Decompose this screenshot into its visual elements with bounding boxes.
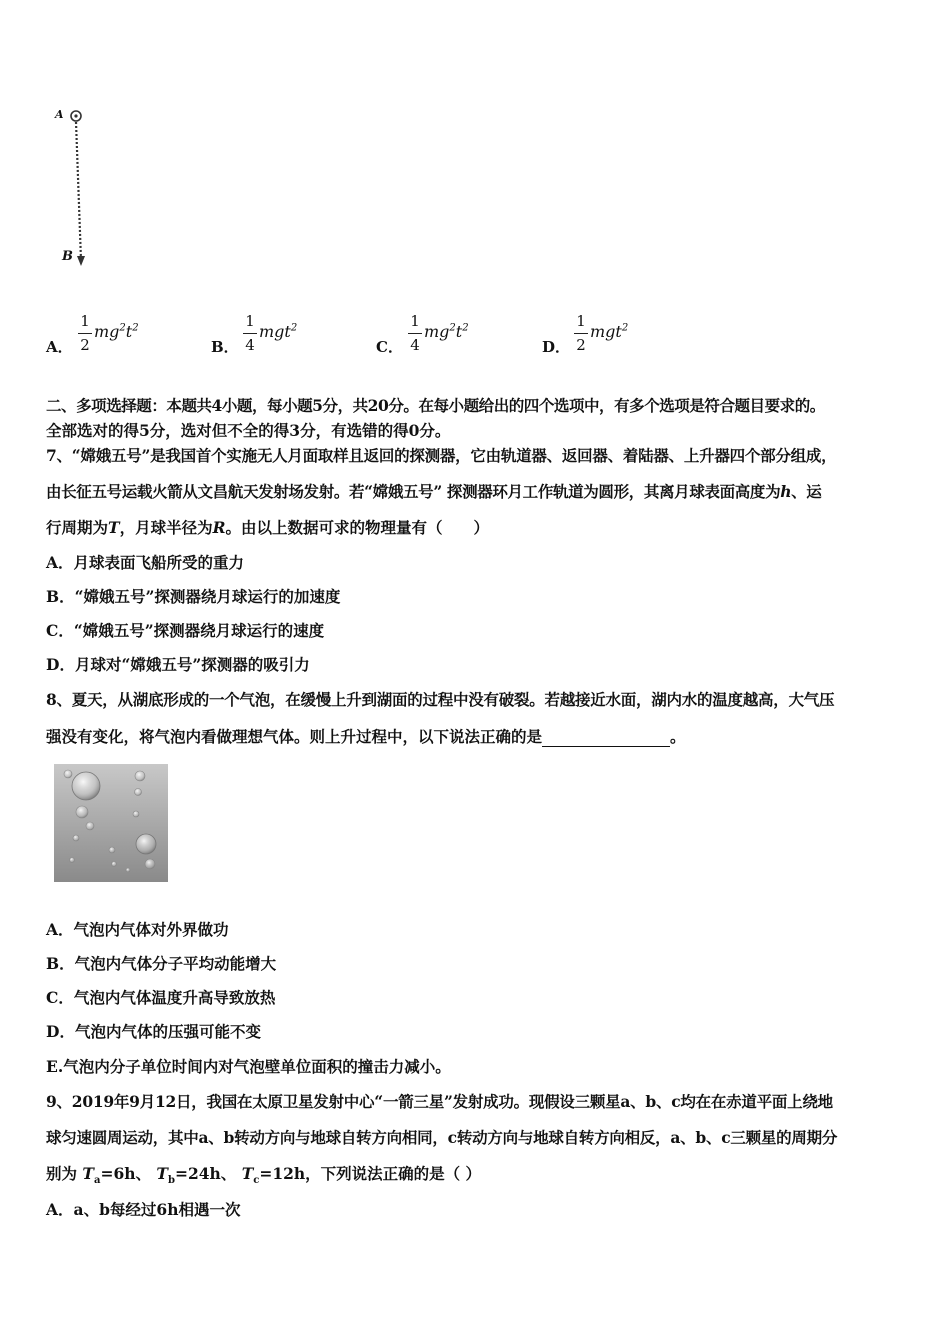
- fraction-denominator: 2: [576, 336, 586, 354]
- figure-ab: [50, 104, 100, 274]
- q8-option-e[interactable]: E.气泡内分子单位时间内对气泡壁单位面积的撞击力减小。: [46, 1057, 451, 1076]
- q8-option-b[interactable]: B．气泡内气体分子平均动能增大: [46, 954, 277, 973]
- bubble: [109, 847, 115, 853]
- point-a-dot: [74, 114, 77, 117]
- bubble: [126, 868, 130, 872]
- bubbles-svg: [54, 764, 168, 882]
- formula: $mg^2t^2$: [94, 322, 139, 341]
- section2-line2: 全部选对的得5分，选对但不全的得3分，有选错的得0分。: [46, 421, 451, 440]
- fraction-bar: [78, 333, 92, 334]
- fraction-numerator: 1: [576, 312, 586, 330]
- fraction-denominator: 4: [410, 336, 420, 354]
- bubble: [70, 858, 75, 863]
- formula: mgt$^2$: [590, 322, 629, 341]
- dotted-path: [76, 122, 81, 260]
- bubble: [145, 859, 155, 869]
- q7-stem-line2: 由长征五号运载火箭从文昌航天发射场发射。若“嫦娥五号” 探测器环月工作轨道为圆形，其离月球表面高度为h、运: [46, 482, 822, 501]
- fraction-numerator: 1: [410, 312, 420, 330]
- q7-option-b[interactable]: B．“嫦娥五号”探测器绕月球运行的加速度: [46, 587, 341, 606]
- figure-ab-svg: [50, 104, 100, 274]
- q8-option-a[interactable]: A．气泡内气体对外界做功: [46, 920, 229, 939]
- option-letter: B．: [211, 338, 239, 356]
- bubble: [135, 789, 142, 796]
- q9-stem-line3: 别为 $T_a=6h$、 $T_b=24h$、 $T_c=12h$，下列说法正确的是（ ）: [46, 1164, 482, 1187]
- bubble: [76, 806, 88, 818]
- q8-option-c[interactable]: C．气泡内气体温度升高导致放热: [46, 988, 276, 1007]
- bubbles-image: [54, 764, 168, 882]
- option-letter: A．: [46, 338, 73, 356]
- fraction-bar: [243, 333, 257, 334]
- fraction-numerator: 1: [80, 312, 90, 330]
- fraction-bar: [408, 333, 422, 334]
- q9-stem-line2: 球匀速圆周运动，其中a、b转动方向与地球自转方向相同，c转动方向与地球自转方向相反，a、b、c三颗星的周期分: [46, 1128, 838, 1147]
- answer-blank[interactable]: [542, 730, 670, 747]
- fraction-numerator: 1: [245, 312, 255, 330]
- q7-option-c[interactable]: C．“嫦娥五号”探测器绕月球运行的速度: [46, 621, 325, 640]
- q7-stem-line1: 7、“嫦娥五号”是我国首个实施无人月面取样且返回的探测器，它由轨道器、返回器、着陆器、上升器四个部分组成，: [46, 446, 837, 465]
- option-letter: C．: [376, 338, 403, 356]
- q8-stem-line2: 强没有变化，将气泡内看做理想气体。则上升过程中，以下说法正确的是 。: [46, 727, 686, 746]
- bubble: [112, 862, 117, 867]
- option-letter: D．: [542, 338, 571, 356]
- q8-stem-line1: 8、夏天，从湖底形成的一个气泡，在缓慢上升到湖面的过程中没有破裂。若越接近水面，湖内水的温度越高，大气压: [46, 690, 835, 709]
- formula: mgt$^2$: [259, 322, 298, 341]
- fraction-bar: [574, 333, 588, 334]
- formula: $mg^2t^2$: [424, 322, 469, 341]
- q7-option-a[interactable]: A．月球表面飞船所受的重力: [46, 553, 245, 572]
- bubble: [135, 771, 145, 781]
- q6-options: [46, 312, 666, 362]
- q7-option-d[interactable]: D．月球对“嫦娥五号”探测器的吸引力: [46, 655, 310, 674]
- bubble: [72, 772, 100, 800]
- bubble: [86, 822, 94, 830]
- fraction-denominator: 4: [245, 336, 255, 354]
- bubble: [64, 770, 72, 778]
- q9-stem-line1: 9、2019年9月12日，我国在太原卫星发射中心“一箭三星”发射成功。现假设三颗星a、b、c均在在赤道平面上绕地: [46, 1092, 833, 1111]
- label-a: A: [55, 108, 64, 121]
- bubble: [73, 835, 79, 841]
- q8-option-d[interactable]: D．气泡内气体的压强可能不变: [46, 1022, 261, 1041]
- bubble: [136, 834, 156, 854]
- q7-stem-line3: 行周期为T，月球半径为R。由以上数据可求的物理量有（ ）: [46, 518, 489, 537]
- section2-line1: 二、多项选择题：本题共4小题，每小题5分，共20分。在每小题给出的四个选项中，有多个选项是符合题目要求的。: [46, 396, 825, 415]
- arrow-head-icon: [77, 256, 85, 266]
- bubble: [133, 811, 139, 817]
- q9-option-a[interactable]: A．a、b每经过6h相遇一次: [46, 1200, 241, 1219]
- fraction-denominator: 2: [80, 336, 90, 354]
- label-b: B: [62, 249, 73, 264]
